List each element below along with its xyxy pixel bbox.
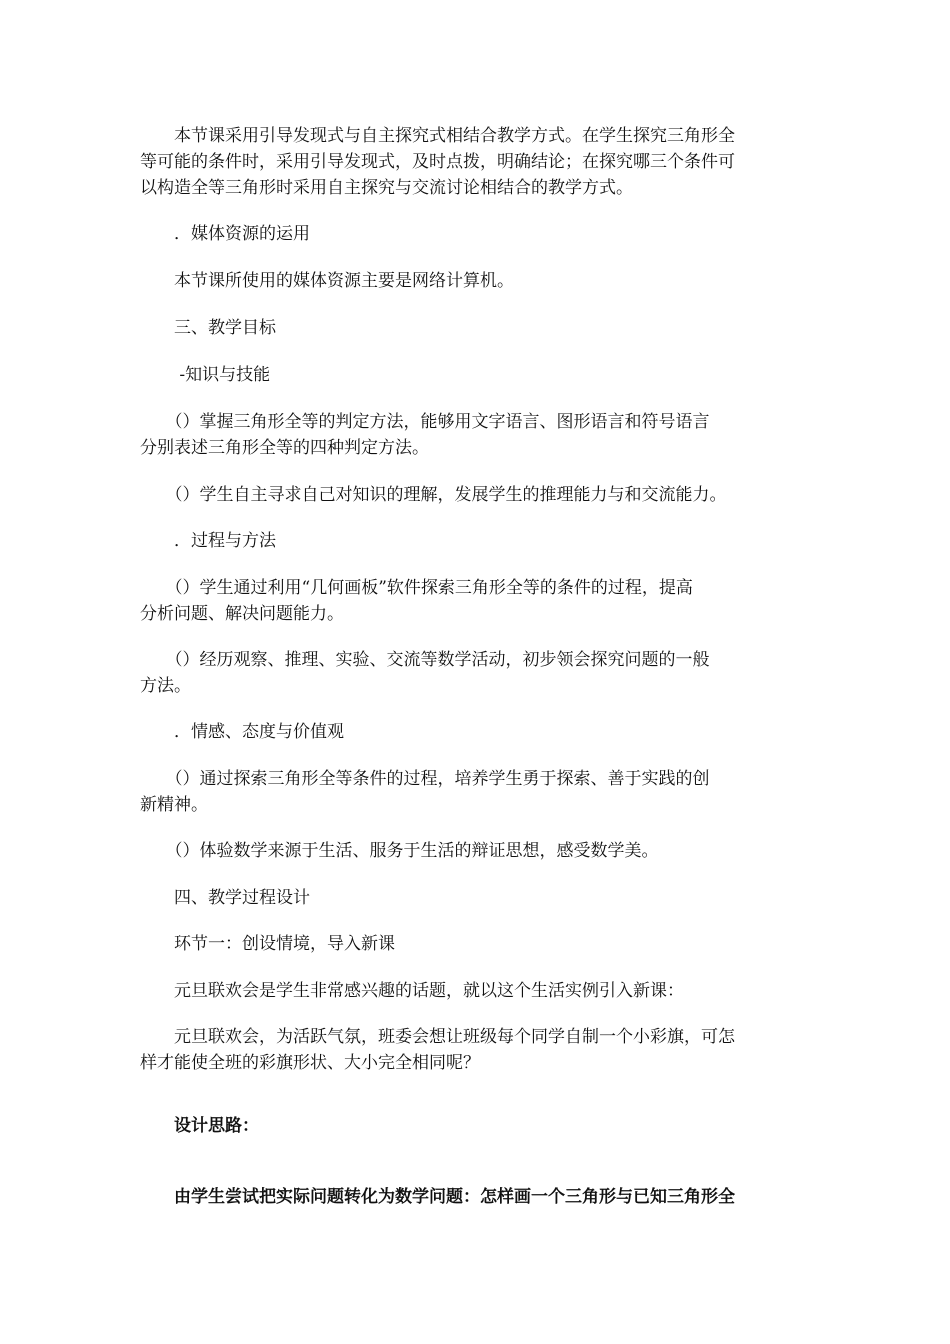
knowledge-item-1-line-1: （）掌握三角形全等的判定方法，能够用文字语言、图形语言和符号语言 [140, 412, 710, 432]
emotion-item-1-line-2: 新精神。 [140, 795, 208, 815]
process-item-2-line-1: （）经历观察、推理、实验、交流等数学活动，初步领会探究问题的一般 [140, 650, 710, 670]
teaching-method-paragraph-line-1: 本节课采用引导发现式与自主探究式相结合教学方式。在学生探究三角形全 [140, 126, 735, 146]
process-item-2-line-2: 方法。 [140, 676, 191, 696]
stage-1-intro: 元旦联欢会是学生非常感兴趣的话题，就以这个生活实例引入新课： [140, 981, 684, 1001]
emotion-item-1-line-1: （）通过探索三角形全等条件的过程，培养学生勇于探索、善于实践的创 [140, 769, 710, 789]
stage-1-heading: 环节一：创设情境，导入新课 [140, 934, 395, 954]
section-3-heading: 三、教学目标 [140, 318, 276, 338]
design-idea-text: 由学生尝试把实际问题转化为数学问题：怎样画一个三角形与已知三角形全 [140, 1187, 735, 1207]
process-item-1-line-2: 分析问题、解决问题能力。 [140, 604, 344, 624]
knowledge-skills-heading: -知识与技能 [140, 365, 271, 385]
story-paragraph-line-2: 样才能使全班的彩旗形状、大小完全相同呢？ [140, 1053, 480, 1073]
teaching-method-paragraph-line-2: 等可能的条件时，采用引导发现式，及时点拨，明确结论；在探究哪三个条件可 [140, 152, 735, 172]
section-4-heading: 四、教学过程设计 [140, 888, 310, 908]
process-method-heading: ．过程与方法 [140, 531, 276, 551]
emotion-item-2: （）体验数学来源于生活、服务于生活的辩证思想，感受数学美。 [140, 841, 659, 861]
teaching-method-paragraph-line-3: 以构造全等三角形时采用自主探究与交流讨论相结合的教学方式。 [140, 178, 633, 198]
knowledge-item-2: （）学生自主寻求自己对知识的理解，发展学生的推理能力与和交流能力。 [140, 485, 727, 505]
media-resources-heading: ．媒体资源的运用 [140, 224, 310, 244]
emotion-values-heading: ．情感、态度与价值观 [140, 722, 344, 742]
design-idea-heading: 设计思路： [140, 1116, 259, 1136]
story-paragraph-line-1: 元旦联欢会，为活跃气氛，班委会想让班级每个同学自制一个小彩旗，可怎 [140, 1027, 735, 1047]
media-resources-text: 本节课所使用的媒体资源主要是网络计算机。 [140, 271, 514, 291]
knowledge-item-1-line-2: 分别表述三角形全等的四种判定方法。 [140, 438, 429, 458]
process-item-1-line-1: （）学生通过利用“几何画板”软件探索三角形全等的条件的过程，提高 [140, 578, 693, 598]
